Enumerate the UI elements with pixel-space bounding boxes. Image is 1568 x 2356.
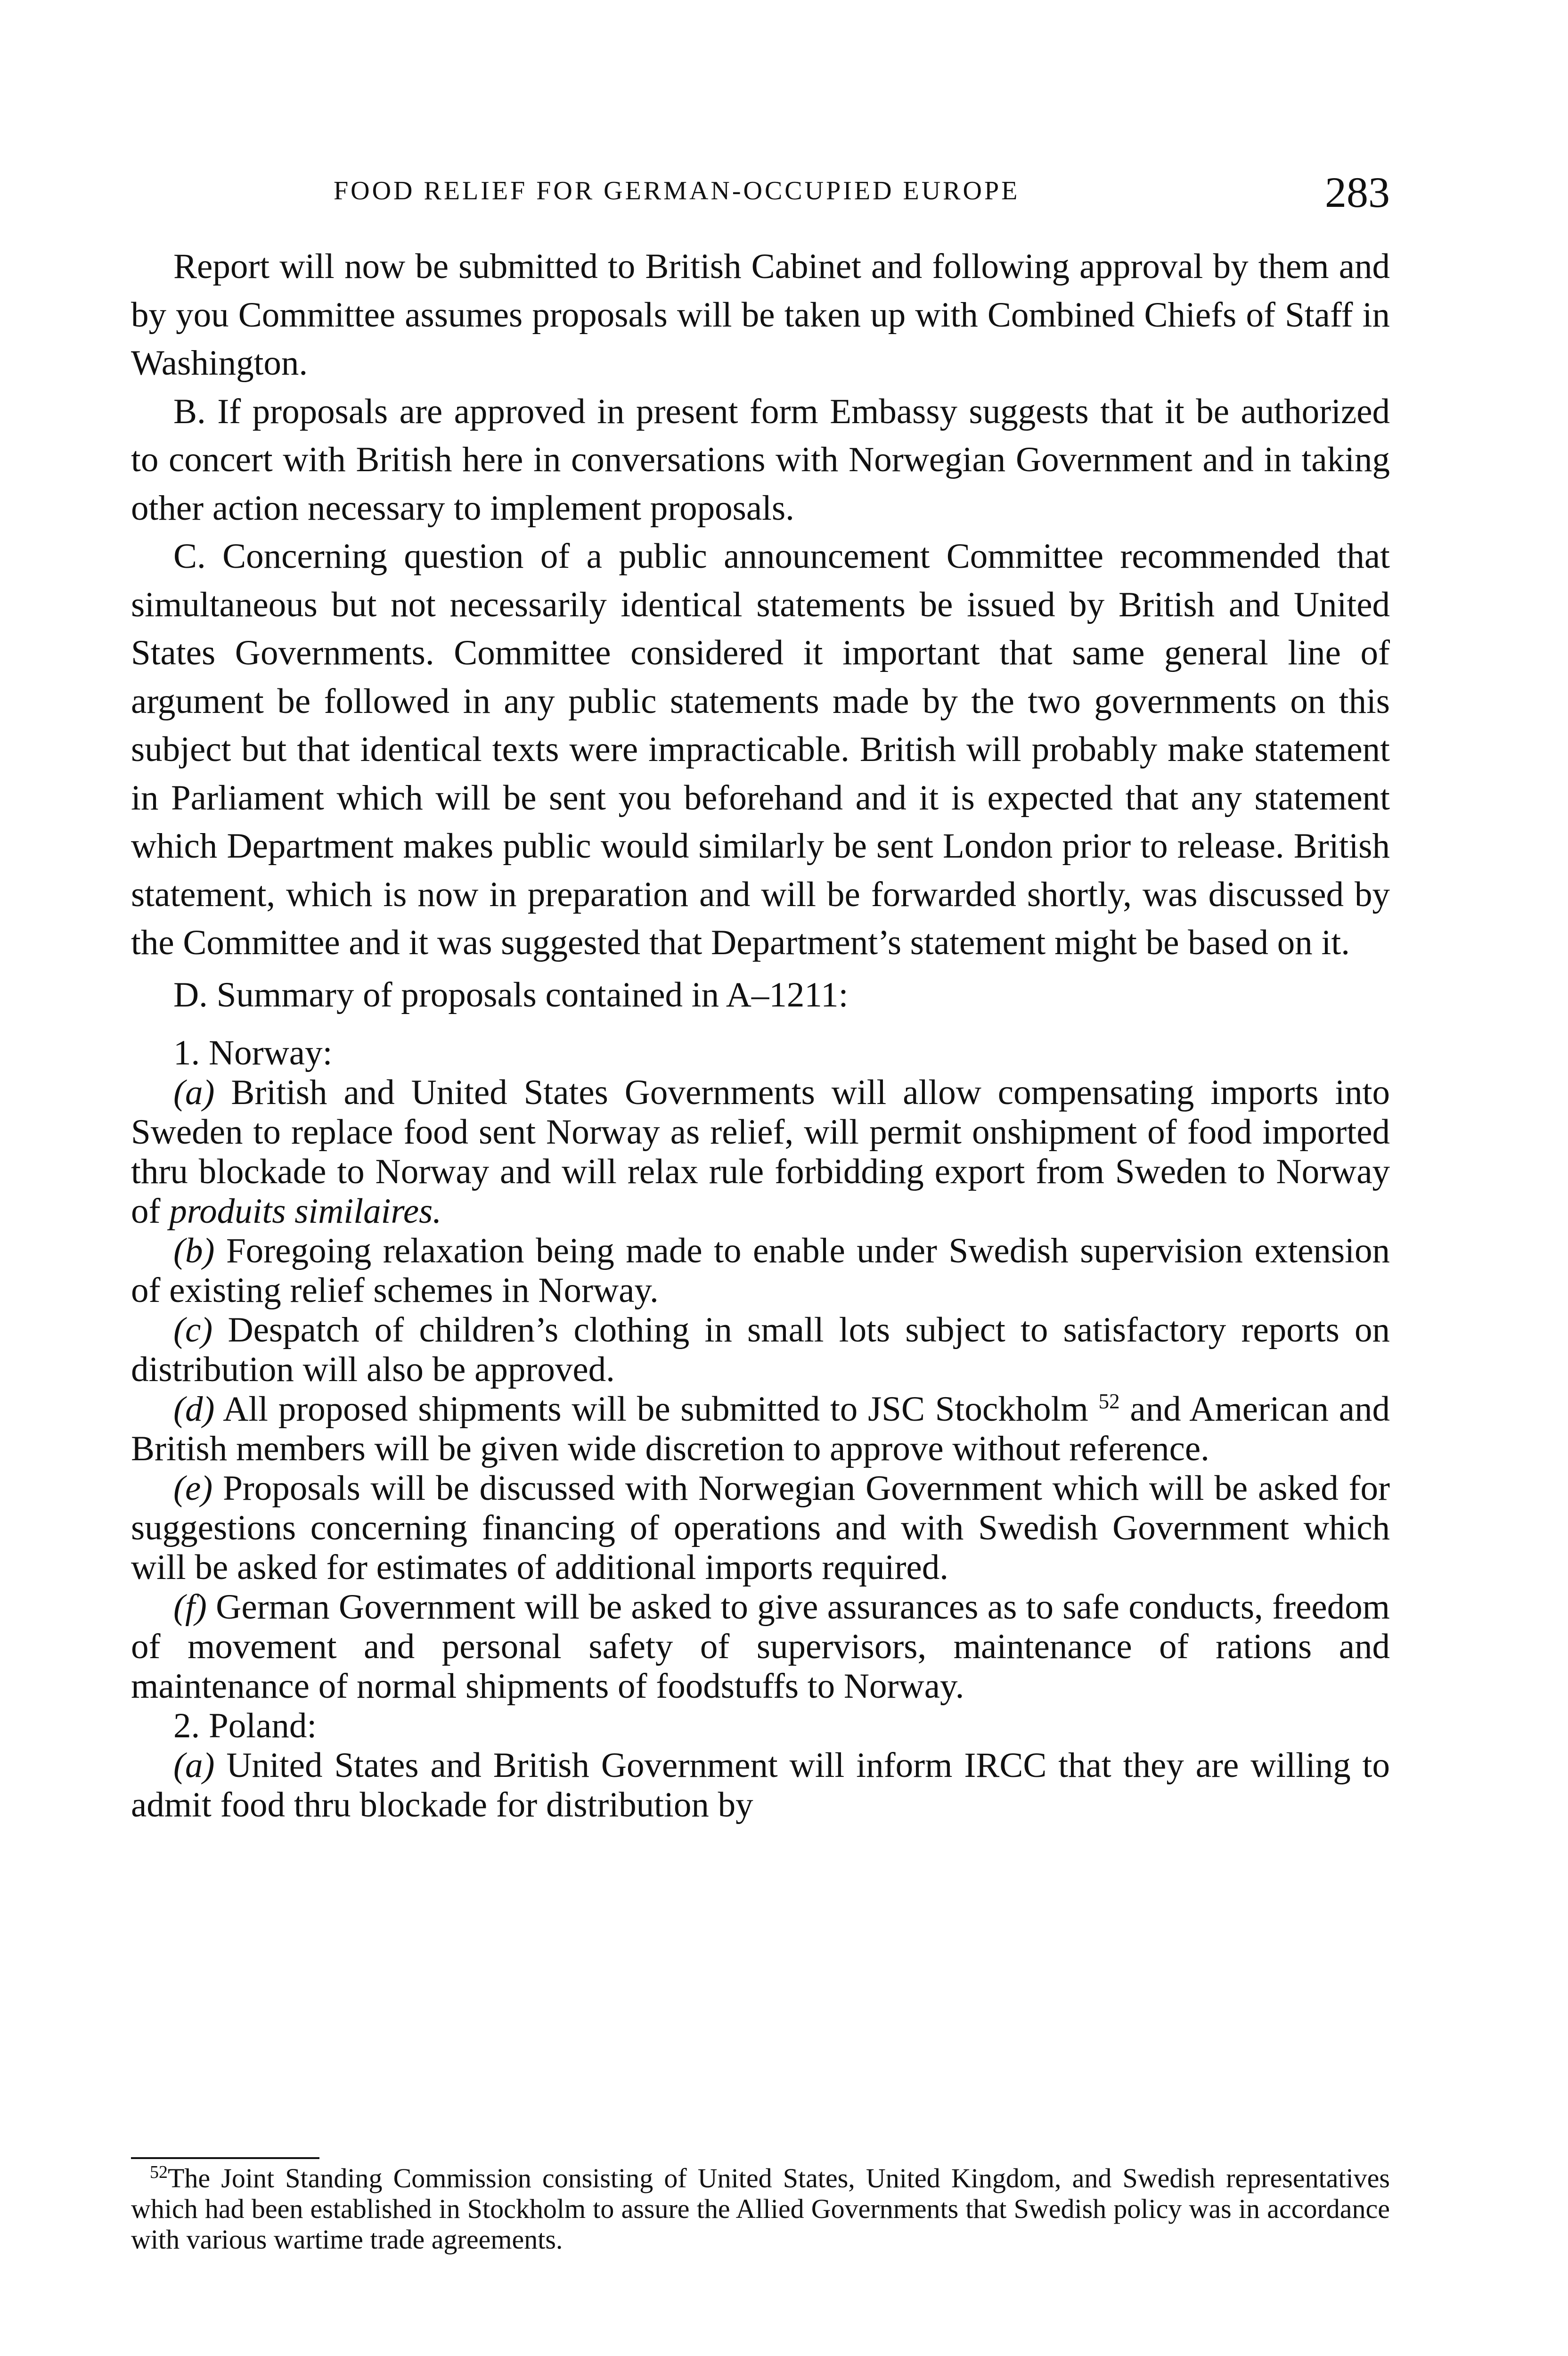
paragraph-b: B. If proposals are approved in present form Embassy suggests that it be authorized to concert with British here in conversations with Norwegian Government and in taking other action necessary to implement proposals. bbox=[131, 392, 1390, 528]
item-text: Proposals will be discussed with Norwegian Government which will be asked for suggestions concerning financing of operations and with Swedish Government which will be asked for estimates of additional imports required. bbox=[131, 1469, 1390, 1587]
footnote-52 bbox=[131, 2163, 1390, 2255]
list-item-norway-a bbox=[131, 1073, 1390, 1231]
item-text: United States and British Government will inform IRCC that they are willing to admit food thru blockade for distribution by bbox=[131, 1746, 1390, 1824]
paragraph-report: Report will now be submitted to British Cabinet and following approval by them and by you Committee assumes proposals will be taken up with Combined Chiefs of Staff in Washington. bbox=[131, 247, 1390, 383]
list-item-norway-d bbox=[131, 1390, 1390, 1469]
list-item-norway-f bbox=[131, 1587, 1390, 1706]
running-head: FOOD RELIEF FOR GERMAN-OCCUPIED EUROPE bbox=[334, 176, 1020, 205]
page-header bbox=[131, 167, 1390, 219]
footnote-divider bbox=[131, 2157, 319, 2159]
item-text: Despatch of children’s clothing in small lots subject to satisfactory reports on distribution will also be approved. bbox=[131, 1310, 1390, 1389]
paragraph-c: C. Concerning question of a public announcement Committee recommended that simultaneous but not necessarily identical statements be issued by British and United States Governments. Committee considered it important that same general line of argument be followed in any public statements made by the two governments on this subject but that identical texts were impracticable. British will probably make statement in Parliament which will be sent you beforehand and it is expected that any statement which Department makes public would similarly be sent London prior to release. British statement, which is now in preparation and will be forwarded shortly, was discussed by the Committee and it was suggested that Department’s statement might be based on it. bbox=[131, 537, 1390, 962]
paragraph-d: D. Summary of proposals contained in A–1211: bbox=[173, 975, 849, 1014]
main-text bbox=[131, 243, 1390, 1825]
item-label: (f) bbox=[173, 1587, 207, 1627]
item-text: German Government will be asked to give assurances as to safe conducts, freedom of movement and personal safety of supervisors, maintenance of rations and maintenance of normal shipments of foodstuffs to Norway. bbox=[131, 1587, 1390, 1706]
item-label: (e) bbox=[173, 1469, 213, 1508]
list-item-poland-a bbox=[131, 1746, 1390, 1825]
section-heading-poland: 2. Poland: bbox=[173, 1706, 317, 1745]
item-text: All proposed shipments will be submitted to JSC Stockholm bbox=[223, 1390, 1088, 1429]
footnote-reference: 52 bbox=[1098, 1390, 1120, 1413]
item-label: (c) bbox=[173, 1310, 213, 1350]
item-text: Foregoing relaxation being made to enable under Swedish supervision extension of existing relief schemes in Norway. bbox=[131, 1231, 1390, 1310]
list-item-norway-e bbox=[131, 1469, 1390, 1587]
footnote-text: The Joint Standing Commission consisting of United States, United Kingdom, and Swedish representatives which had been established in Stockholm to assure the Allied Governments that Swedish policy was in accordance with various wartime trade agreements. bbox=[131, 2163, 1390, 2255]
item-text: British and United States Governments will allow compensating imports into Sweden to replace food sent Norway as relief, will permit onshipment of food imported thru blockade to Norway and will relax rule forbidding export from Sweden to Norway of bbox=[131, 1073, 1390, 1231]
list-item-norway-b bbox=[131, 1231, 1390, 1310]
item-label: (a) bbox=[173, 1746, 215, 1785]
item-label: (b) bbox=[173, 1231, 215, 1270]
list-item-norway-c bbox=[131, 1310, 1390, 1390]
page-number: 283 bbox=[1325, 168, 1390, 216]
footnote-number: 52 bbox=[150, 2162, 168, 2182]
section-heading-norway: 1. Norway: bbox=[173, 1033, 333, 1072]
item-label: (a) bbox=[173, 1073, 215, 1112]
footnotes bbox=[131, 2163, 1390, 2255]
item-italic-text: produits similaires. bbox=[169, 1192, 442, 1231]
item-label: (d) bbox=[173, 1390, 215, 1429]
item-text-continued: and American and British members will be given wide discretion to approve without reference. bbox=[131, 1390, 1390, 1468]
